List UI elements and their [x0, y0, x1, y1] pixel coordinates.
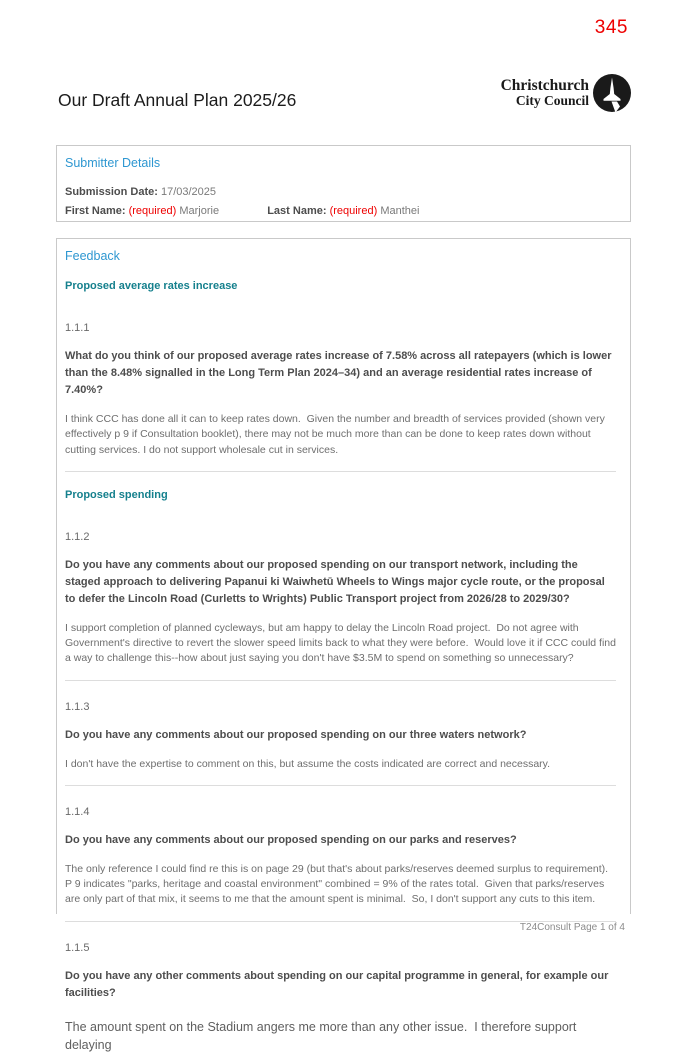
- question-number: 1.1.1: [65, 322, 90, 334]
- section-divider: [65, 680, 616, 681]
- answer-text: I don't have the expertise to comment on this, but assume the costs indicated are correct and necessary.: [65, 757, 551, 770]
- answer-text: I support completion of planned cycleways, but am happy to delay the Lincoln Road project. Do not agree with Government's directive to revert the slower speed limits back to what they were before. Would love it if CCC could find a way to challenge this--how about just saying you don't have $3.5M to spend on something so unnecessary?: [65, 621, 619, 665]
- last-name-value: Manthei: [380, 205, 420, 217]
- section-divider: [65, 471, 616, 472]
- question-number: 1.1.5: [65, 941, 90, 954]
- question-text: Do you have any other comments about spending on our capital programme in general, for example our facilities?: [65, 969, 612, 999]
- feedback-item: [65, 488, 619, 681]
- answer-text: I think CCC has done all it can to keep rates down. Given the number and breadth of services provided (shown very effectively p 9 if Consultation booklet), there may not be much more than can be done to keep rates down without cutting services. I do not support wholesale cut in services.: [65, 413, 608, 456]
- feedback-item: [65, 701, 616, 786]
- submission-date-value: 17/03/2025: [160, 186, 217, 198]
- question-text: Do you have any comments about our proposed spending on our parks and reserves?: [65, 833, 517, 846]
- feedback-item: [65, 280, 616, 472]
- submission-date-label: Submission Date:: [65, 186, 158, 198]
- last-name-required-flag: (required): [329, 205, 378, 217]
- answer-text: The amount spent on the Stadium angers me more than any other issue. I therefore support delaying: [65, 1019, 580, 1052]
- first-name-label: First Name:: [65, 205, 126, 217]
- ccc-logo-text: [501, 78, 589, 108]
- first-name-value: Marjorie: [179, 205, 220, 217]
- submitter-name-row: [65, 205, 616, 217]
- page-title: Our Draft Annual Plan 2025/26: [58, 90, 297, 110]
- feedback-item: [65, 806, 616, 922]
- answer-text: The only reference I could find re this is on page 29 (but that's about parks/reserves deemed surplus to requirement). P 9 indicates "parks, heritage and coastal environment" combined = 9% of the rates total. Given that parks/reserves are only part of that mix, it seems to me that the amount spent is minimal. So, I don't support any cuts to this item.: [65, 862, 614, 906]
- question-text: What do you think of our proposed average rates increase of 7.58% across all ratepayers (which is lower than the 8.48% signalled in the Long Term Plan 2024–34) and an average residential rates increase of 7.40%?: [65, 350, 615, 397]
- question-number: 1.1.4: [65, 805, 90, 818]
- page-footer: T24Consult Page 1 of 4: [519, 922, 625, 933]
- question-number: 1.1.3: [65, 700, 90, 713]
- ccc-logo: [501, 73, 632, 113]
- ccc-logo-line2: City Council: [515, 93, 589, 109]
- ccc-logo-line1: Christchurch: [500, 76, 589, 94]
- feedback-heading: Feedback: [65, 249, 120, 263]
- submission-number-stamp: 345: [594, 17, 628, 38]
- ccc-cathedral-icon: [592, 73, 632, 113]
- submitter-details-heading: Submitter Details: [65, 156, 161, 170]
- question-number: 1.1.2: [65, 530, 90, 543]
- feedback-item: [65, 942, 616, 1054]
- submission-date-row: [65, 186, 616, 198]
- section-heading-rates-increase: Proposed average rates increase: [65, 280, 238, 292]
- submitter-details-panel: [56, 145, 631, 222]
- section-heading-proposed-spending: Proposed spending: [65, 488, 168, 501]
- section-divider: [65, 785, 616, 786]
- question-text: Do you have any comments about our proposed spending on our three waters network?: [65, 728, 527, 741]
- question-text: Do you have any comments about our proposed spending on our transport network, including the staged approach to delivering Papanui ki Waiwhetū Wheels to Wings major cycle route, or the proposal to defer the Lincoln Road (Curletts to Wrights) Public Transport project from 2026/28 to 2029/30?: [65, 558, 608, 605]
- first-name-required-flag: (required): [128, 205, 177, 217]
- last-name-label: Last Name:: [267, 205, 327, 217]
